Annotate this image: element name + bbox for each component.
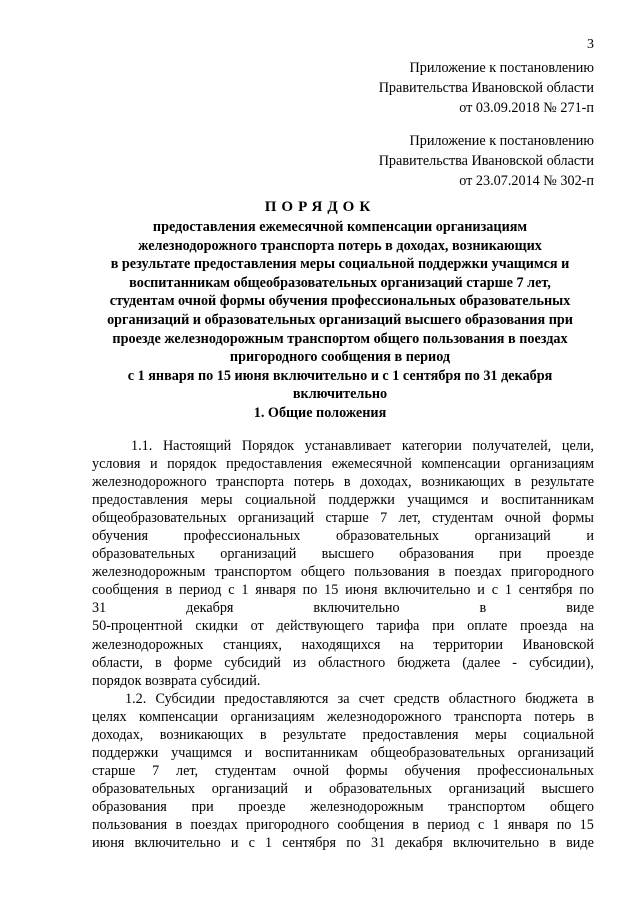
word: января [255, 582, 296, 599]
word: потерь [534, 708, 575, 725]
word: действующего [276, 618, 364, 635]
word: 15 [324, 582, 339, 599]
word: областного [448, 690, 516, 707]
word: железнодорожным [92, 564, 206, 581]
word: в [514, 474, 522, 491]
subtitle-line: проезде железнодорожным транспортом общего пользования в поездах [112, 330, 568, 347]
word: в [165, 582, 173, 599]
word: предоставления [226, 456, 323, 473]
word: территории [433, 636, 503, 653]
subtitle-line: включительно [292, 386, 388, 403]
word: организаций [474, 528, 551, 545]
word: и [230, 835, 239, 852]
word: поддержки [328, 492, 395, 509]
appendix-line: от 03.09.2018 № 271-п [459, 100, 594, 116]
word: бюджета [525, 690, 578, 707]
word: очной [292, 762, 330, 779]
word: находящихся [301, 636, 381, 653]
word: получателей, [472, 438, 552, 454]
paragraph-line [92, 527, 594, 545]
word: 50-процентной [92, 618, 183, 635]
word: с [228, 582, 235, 599]
paragraph-line [92, 816, 594, 834]
word: предоставления [362, 726, 459, 743]
word: результате [530, 474, 594, 491]
word: организаций [220, 546, 297, 563]
word: обучения [92, 528, 149, 545]
word: с [248, 835, 255, 852]
word: пригородного [245, 816, 330, 833]
word: Порядок [241, 438, 295, 454]
subtitle-line: организаций и образовательных организаций высшего образования при [107, 311, 573, 328]
word: - [512, 654, 518, 671]
word: железнодорожного [92, 474, 207, 491]
word: и [304, 780, 313, 797]
word: организациям [230, 708, 315, 725]
word: по [302, 582, 318, 599]
word: возникающих [159, 726, 244, 743]
word: лет, [176, 762, 199, 779]
word: формы [345, 762, 388, 779]
word: в [549, 835, 556, 852]
word: бюджета [397, 654, 451, 671]
word: на [399, 636, 414, 653]
word: оплате [467, 618, 508, 635]
word: скидки [195, 618, 238, 635]
word: с [477, 816, 485, 833]
paragraph-line [92, 437, 594, 455]
word: 31 [92, 600, 107, 617]
word: меры [474, 726, 507, 743]
word: образовательных [92, 780, 196, 797]
word: в [259, 726, 267, 743]
word: форме [173, 654, 213, 671]
word: области, [92, 654, 143, 671]
word: и [244, 744, 253, 761]
word: виде [566, 835, 594, 852]
word: транспорта [216, 474, 285, 491]
subtitle-line: студентам очной формы обучения профессиональных образовательных [109, 293, 571, 310]
document-body [92, 437, 594, 852]
word: пригородного [510, 564, 594, 581]
document-title: ПОРЯДОК [264, 199, 376, 215]
word: целях [92, 708, 127, 725]
appendix-line: Приложение к постановлению [409, 133, 594, 149]
word: при [432, 618, 455, 635]
word: организаций [237, 510, 315, 527]
appendix-line: от 23.07.2014 № 302-п [459, 173, 594, 189]
word: цели, [561, 438, 594, 454]
subtitle-line: предоставления ежемесячной компенсации организациям [152, 219, 528, 235]
word: декабря [186, 600, 234, 617]
word: включительно [384, 582, 471, 599]
word: категории [401, 438, 462, 454]
word: обучения [404, 762, 461, 779]
word: профессиональных [477, 762, 594, 779]
word: сообщения [92, 582, 159, 599]
word: Субсидии [155, 690, 216, 707]
appendix-line: Правительства Ивановской области [378, 153, 594, 169]
word: образования [399, 546, 474, 563]
word: предоставляются [224, 690, 329, 707]
subtitle-line: воспитанникам общеобразовательных организаций старше 7 лет, [129, 274, 551, 291]
word: средств [393, 690, 440, 707]
paragraph-line [92, 473, 594, 491]
paragraph-line [92, 491, 594, 509]
word: января [507, 816, 549, 833]
word: железнодорожного [326, 708, 442, 725]
paragraph-line [92, 726, 594, 744]
word: включительно [313, 600, 400, 617]
word: субсидии), [529, 654, 594, 671]
word: проезде [546, 546, 594, 563]
word: проезда [520, 618, 568, 635]
word: транспортом [448, 798, 526, 815]
word: организаций [517, 744, 594, 761]
word: порядок [167, 456, 217, 473]
word: в [438, 564, 446, 581]
word: 7 [380, 510, 388, 527]
paragraph-line [92, 509, 594, 527]
word: счет [358, 690, 385, 707]
word: по [346, 835, 361, 852]
paragraph-line [92, 708, 594, 726]
word: период [427, 816, 470, 833]
section-heading: 1. Общие положения [253, 405, 387, 421]
word: общеобразовательных [92, 510, 227, 527]
word: по [579, 582, 594, 599]
paragraph-line [92, 798, 594, 816]
word: в [479, 600, 487, 617]
subtitle-line: пригородного сообщения в период [229, 349, 451, 366]
word: ежемесячной [331, 456, 412, 473]
word: транспорта [453, 708, 522, 725]
paragraph-line [92, 636, 594, 654]
word: организациям [509, 456, 594, 473]
word: старше [92, 762, 136, 779]
word: декабря [395, 835, 443, 852]
word: воспитанникам [501, 492, 594, 509]
word: от [250, 618, 264, 635]
paragraph-line [92, 762, 594, 780]
word: за [337, 690, 350, 707]
word: июня [345, 582, 378, 599]
word: 1 [241, 582, 249, 599]
paragraph-line [92, 617, 594, 635]
word: субсидий [224, 654, 281, 671]
word: результате [282, 726, 347, 743]
word: при [191, 798, 214, 815]
word: железнодорожных [92, 636, 204, 653]
word: с [491, 582, 499, 599]
word: доходах, [360, 474, 412, 491]
word: компенсации [139, 708, 219, 725]
word: компенсации [421, 456, 501, 473]
word: 1.1. [131, 438, 153, 454]
word: проезде [238, 798, 286, 815]
paragraph-line [92, 780, 594, 798]
word: в [587, 708, 594, 725]
word: общеобразовательных [370, 744, 506, 761]
word: период [178, 582, 222, 599]
appendix-header-1 [379, 58, 594, 118]
word: условия [92, 456, 141, 473]
appendix-line: Приложение к постановлению [409, 60, 594, 76]
word: пользования [92, 816, 168, 833]
document-subtitle [95, 218, 585, 404]
word: сообщения [337, 816, 404, 833]
word: общего [300, 564, 345, 581]
word: высшего [541, 780, 594, 797]
word: организаций [211, 780, 288, 797]
word: 1 [504, 582, 512, 599]
word: в [155, 654, 162, 671]
word: сентября [518, 582, 573, 599]
paragraph-line [92, 581, 594, 599]
word: очной [504, 510, 541, 527]
word: доходах, [92, 726, 144, 743]
word: образовательных [92, 546, 196, 563]
word: социальной [245, 492, 316, 509]
word: потерь [293, 474, 335, 491]
word: организаций [448, 780, 525, 797]
subtitle-line: в результате предоставления меры социальной поддержки учащимся и [110, 256, 570, 273]
paragraph-1-2 [92, 690, 594, 852]
word: 7 [152, 762, 160, 779]
paragraph-line [92, 455, 594, 473]
word: социальной [523, 726, 594, 743]
paragraph-1-1 [92, 437, 594, 690]
word: формы [552, 510, 594, 527]
subtitle-line: с 1 января по 15 июня включительно и с 1 сентября по 31 декабря [127, 367, 553, 384]
word: по [556, 816, 572, 833]
paragraph-line [92, 654, 594, 672]
word: образовательных [335, 528, 439, 545]
word: железнодорожным [310, 798, 424, 815]
word: сентября [282, 835, 337, 852]
word: лет, [398, 510, 421, 527]
paragraph-line [92, 744, 594, 762]
word: студентам [432, 510, 494, 527]
word: 15 [579, 816, 594, 833]
word: Настоящий [162, 438, 232, 454]
paragraph-line [92, 834, 594, 852]
word: в [412, 816, 419, 833]
word: в [175, 816, 183, 833]
word: общего [549, 798, 594, 815]
word: возникающих [421, 474, 505, 491]
word: поддержки [92, 744, 159, 761]
word: транспортом [214, 564, 292, 581]
word: июня [92, 835, 125, 852]
word: высшего [321, 546, 374, 563]
word: на [580, 618, 594, 635]
appendix-header-2 [379, 131, 594, 191]
paragraph-line [92, 690, 594, 708]
word: (далее [462, 654, 501, 671]
word: тарифа [376, 618, 420, 635]
word: старше [325, 510, 369, 527]
word: при [499, 546, 522, 563]
word: и [149, 456, 158, 473]
word: включительно [452, 835, 540, 852]
word: Ивановской [522, 636, 594, 653]
word: воспитанникам [264, 744, 358, 761]
word: студентам [214, 762, 277, 779]
paragraph-line [92, 563, 594, 581]
word: учащимся [407, 492, 469, 509]
word: образования [92, 798, 167, 815]
word: 31 [371, 835, 386, 852]
word: устанавливает [304, 438, 392, 454]
paragraph-line: порядок возврата субсидий. [92, 672, 261, 689]
paragraph-line [92, 545, 594, 563]
word: поездах [190, 816, 238, 833]
word: 1 [265, 835, 273, 852]
word: в [343, 474, 351, 491]
word: меры [200, 492, 233, 509]
word: из [292, 654, 307, 671]
word: 1.2. [125, 690, 147, 707]
word: предоставления [92, 492, 189, 509]
word: поездах [454, 564, 502, 581]
word: и [586, 528, 594, 545]
subtitle-line: железнодорожного транспорта потерь в доходах, возникающих [138, 237, 542, 254]
word: виде [566, 600, 594, 617]
word: областного [318, 654, 386, 671]
paragraph-line [92, 599, 594, 617]
word: учащимся [171, 744, 232, 761]
word: профессиональных [183, 528, 301, 545]
word: и [477, 582, 485, 599]
word: включительно [134, 835, 221, 852]
word: образовательных [329, 780, 433, 797]
word: в [587, 690, 594, 707]
word: станциях, [223, 636, 282, 653]
word: 1 [492, 816, 500, 833]
page-number: 3 [587, 37, 594, 52]
word: и [480, 492, 489, 509]
appendix-line: Правительства Ивановской области [378, 80, 594, 96]
word: пользования [354, 564, 430, 581]
